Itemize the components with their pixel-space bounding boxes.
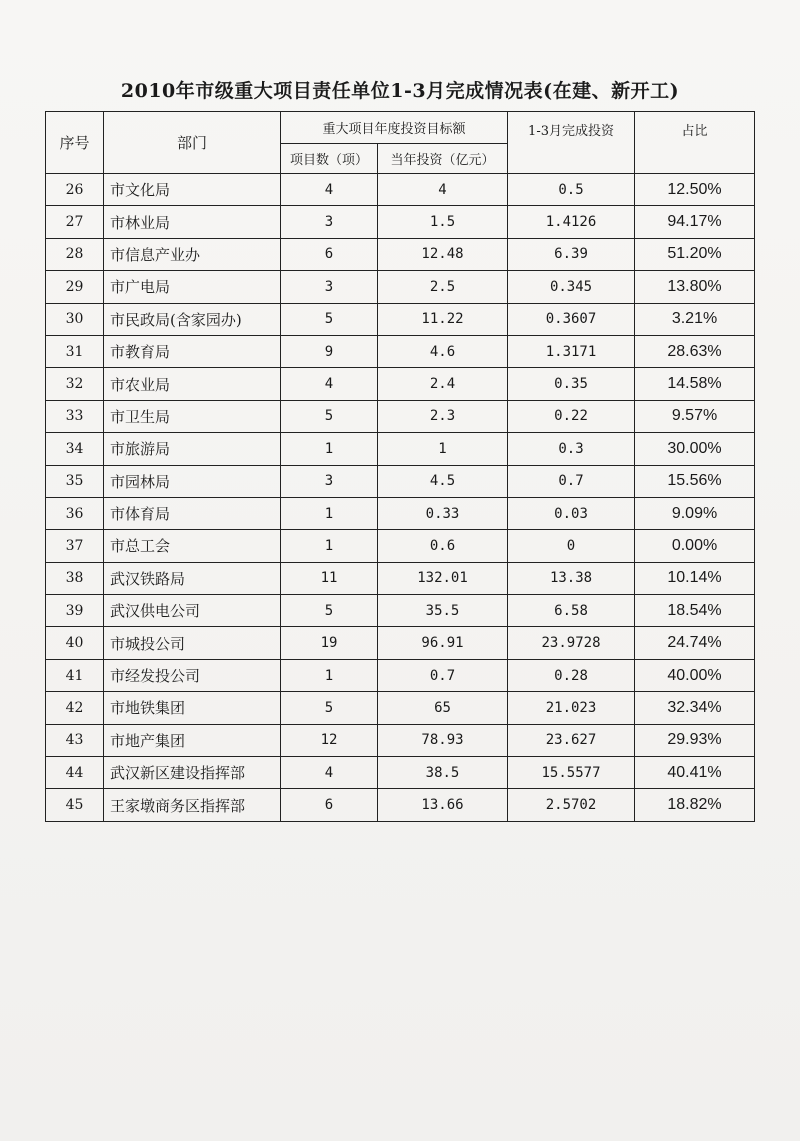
header-completed: 1-3月完成投资 (508, 112, 635, 174)
row-completed: 0.5 (508, 174, 635, 206)
investment-table (45, 111, 755, 822)
header-project-count: 项目数（项） (281, 144, 378, 174)
row-seq: 41 (46, 659, 104, 691)
row-ratio: 3.21% (635, 303, 755, 335)
row-ratio: 28.63% (635, 335, 755, 367)
row-completed: 23.9728 (508, 627, 635, 659)
row-completed: 0.3607 (508, 303, 635, 335)
row-annual-investment: 38.5 (378, 757, 508, 789)
row-completed: 2.5702 (508, 789, 635, 821)
row-annual-investment: 1 (378, 433, 508, 465)
row-project-count: 5 (281, 400, 378, 432)
row-seq: 42 (46, 692, 104, 724)
row-project-count: 1 (281, 530, 378, 562)
table-row (46, 789, 755, 821)
row-completed: 6.58 (508, 595, 635, 627)
row-project-count: 5 (281, 692, 378, 724)
row-ratio: 12.50% (635, 174, 755, 206)
row-seq: 29 (46, 271, 104, 303)
row-dept: 市体育局 (104, 497, 281, 529)
row-ratio: 14.58% (635, 368, 755, 400)
row-seq: 45 (46, 789, 104, 821)
row-annual-investment: 0.7 (378, 659, 508, 691)
row-project-count: 1 (281, 497, 378, 529)
table-row (46, 659, 755, 691)
row-completed: 1.4126 (508, 206, 635, 238)
row-project-count: 3 (281, 465, 378, 497)
row-dept: 市旅游局 (104, 433, 281, 465)
row-project-count: 4 (281, 174, 378, 206)
row-dept: 王家墩商务区指挥部 (104, 789, 281, 821)
row-completed: 21.023 (508, 692, 635, 724)
table-row (46, 530, 755, 562)
row-completed: 0.03 (508, 497, 635, 529)
row-completed: 0.7 (508, 465, 635, 497)
row-seq: 36 (46, 497, 104, 529)
row-project-count: 1 (281, 659, 378, 691)
row-seq: 37 (46, 530, 104, 562)
row-ratio: 10.14% (635, 562, 755, 594)
row-completed: 0.345 (508, 271, 635, 303)
row-project-count: 3 (281, 271, 378, 303)
table-row (46, 271, 755, 303)
row-project-count: 19 (281, 627, 378, 659)
row-annual-investment: 0.33 (378, 497, 508, 529)
row-annual-investment: 78.93 (378, 724, 508, 756)
row-ratio: 94.17% (635, 206, 755, 238)
row-seq: 33 (46, 400, 104, 432)
row-completed: 0.28 (508, 659, 635, 691)
row-seq: 31 (46, 335, 104, 367)
row-seq: 43 (46, 724, 104, 756)
header-target-group: 重大项目年度投资目标额 (281, 112, 508, 144)
row-annual-investment: 4.6 (378, 335, 508, 367)
row-seq: 27 (46, 206, 104, 238)
row-seq: 40 (46, 627, 104, 659)
row-annual-investment: 4.5 (378, 465, 508, 497)
row-dept: 市卫生局 (104, 400, 281, 432)
row-seq: 26 (46, 174, 104, 206)
header-dept: 部门 (104, 112, 281, 174)
row-ratio: 29.93% (635, 724, 755, 756)
row-completed: 0.22 (508, 400, 635, 432)
row-completed: 1.3171 (508, 335, 635, 367)
row-ratio: 18.54% (635, 595, 755, 627)
row-project-count: 1 (281, 433, 378, 465)
row-dept: 市信息产业办 (104, 238, 281, 270)
row-ratio: 32.34% (635, 692, 755, 724)
row-ratio: 0.00% (635, 530, 755, 562)
row-annual-investment: 12.48 (378, 238, 508, 270)
row-ratio: 15.56% (635, 465, 755, 497)
row-ratio: 40.41% (635, 757, 755, 789)
table-row (46, 465, 755, 497)
table-row (46, 335, 755, 367)
row-annual-investment: 11.22 (378, 303, 508, 335)
row-project-count: 5 (281, 595, 378, 627)
row-project-count: 4 (281, 368, 378, 400)
row-seq: 28 (46, 238, 104, 270)
row-dept: 市地产集团 (104, 724, 281, 756)
row-annual-investment: 1.5 (378, 206, 508, 238)
row-seq: 34 (46, 433, 104, 465)
row-project-count: 6 (281, 789, 378, 821)
row-ratio: 9.09% (635, 497, 755, 529)
row-dept: 市农业局 (104, 368, 281, 400)
row-ratio: 40.00% (635, 659, 755, 691)
page-title: 2010年市级重大项目责任单位1-3月完成情况表(在建、新开工) (120, 80, 680, 102)
row-seq: 38 (46, 562, 104, 594)
row-annual-investment: 35.5 (378, 595, 508, 627)
header-ratio: 占比 (635, 112, 755, 174)
row-ratio: 51.20% (635, 238, 755, 270)
row-ratio: 24.74% (635, 627, 755, 659)
table-row (46, 562, 755, 594)
row-dept: 市林业局 (104, 206, 281, 238)
table-row (46, 627, 755, 659)
row-dept: 市广电局 (104, 271, 281, 303)
row-project-count: 4 (281, 757, 378, 789)
row-seq: 44 (46, 757, 104, 789)
table-row (46, 757, 755, 789)
row-project-count: 6 (281, 238, 378, 270)
row-annual-investment: 13.66 (378, 789, 508, 821)
row-seq: 39 (46, 595, 104, 627)
row-seq: 32 (46, 368, 104, 400)
row-project-count: 5 (281, 303, 378, 335)
row-completed: 23.627 (508, 724, 635, 756)
row-annual-investment: 2.4 (378, 368, 508, 400)
row-dept: 市总工会 (104, 530, 281, 562)
row-seq: 35 (46, 465, 104, 497)
row-project-count: 9 (281, 335, 378, 367)
row-project-count: 3 (281, 206, 378, 238)
table-row (46, 174, 755, 206)
row-seq: 30 (46, 303, 104, 335)
row-completed: 0 (508, 530, 635, 562)
row-dept: 武汉供电公司 (104, 595, 281, 627)
header-seq: 序号 (46, 112, 104, 174)
header-annual-investment: 当年投资（亿元） (378, 144, 508, 174)
table-row (46, 692, 755, 724)
row-annual-investment: 0.6 (378, 530, 508, 562)
row-completed: 15.5577 (508, 757, 635, 789)
row-project-count: 12 (281, 724, 378, 756)
row-completed: 0.35 (508, 368, 635, 400)
row-dept: 市经发投公司 (104, 659, 281, 691)
table-row (46, 206, 755, 238)
row-annual-investment: 2.3 (378, 400, 508, 432)
table-row (46, 303, 755, 335)
row-dept: 市文化局 (104, 174, 281, 206)
row-ratio: 9.57% (635, 400, 755, 432)
table-row (46, 368, 755, 400)
row-ratio: 18.82% (635, 789, 755, 821)
row-annual-investment: 2.5 (378, 271, 508, 303)
row-annual-investment: 4 (378, 174, 508, 206)
row-ratio: 13.80% (635, 271, 755, 303)
row-completed: 0.3 (508, 433, 635, 465)
table-row (46, 400, 755, 432)
row-ratio: 30.00% (635, 433, 755, 465)
row-dept: 市城投公司 (104, 627, 281, 659)
row-dept: 武汉铁路局 (104, 562, 281, 594)
row-annual-investment: 96.91 (378, 627, 508, 659)
table-row (46, 238, 755, 270)
table-row (46, 724, 755, 756)
row-annual-investment: 65 (378, 692, 508, 724)
row-dept: 武汉新区建设指挥部 (104, 757, 281, 789)
row-dept: 市园林局 (104, 465, 281, 497)
row-dept: 市教育局 (104, 335, 281, 367)
row-completed: 13.38 (508, 562, 635, 594)
table-row (46, 433, 755, 465)
row-annual-investment: 132.01 (378, 562, 508, 594)
table-row (46, 595, 755, 627)
table-row (46, 497, 755, 529)
row-dept: 市地铁集团 (104, 692, 281, 724)
header-row-1 (46, 112, 755, 144)
row-dept: 市民政局(含家园办) (104, 303, 281, 335)
row-completed: 6.39 (508, 238, 635, 270)
row-project-count: 11 (281, 562, 378, 594)
